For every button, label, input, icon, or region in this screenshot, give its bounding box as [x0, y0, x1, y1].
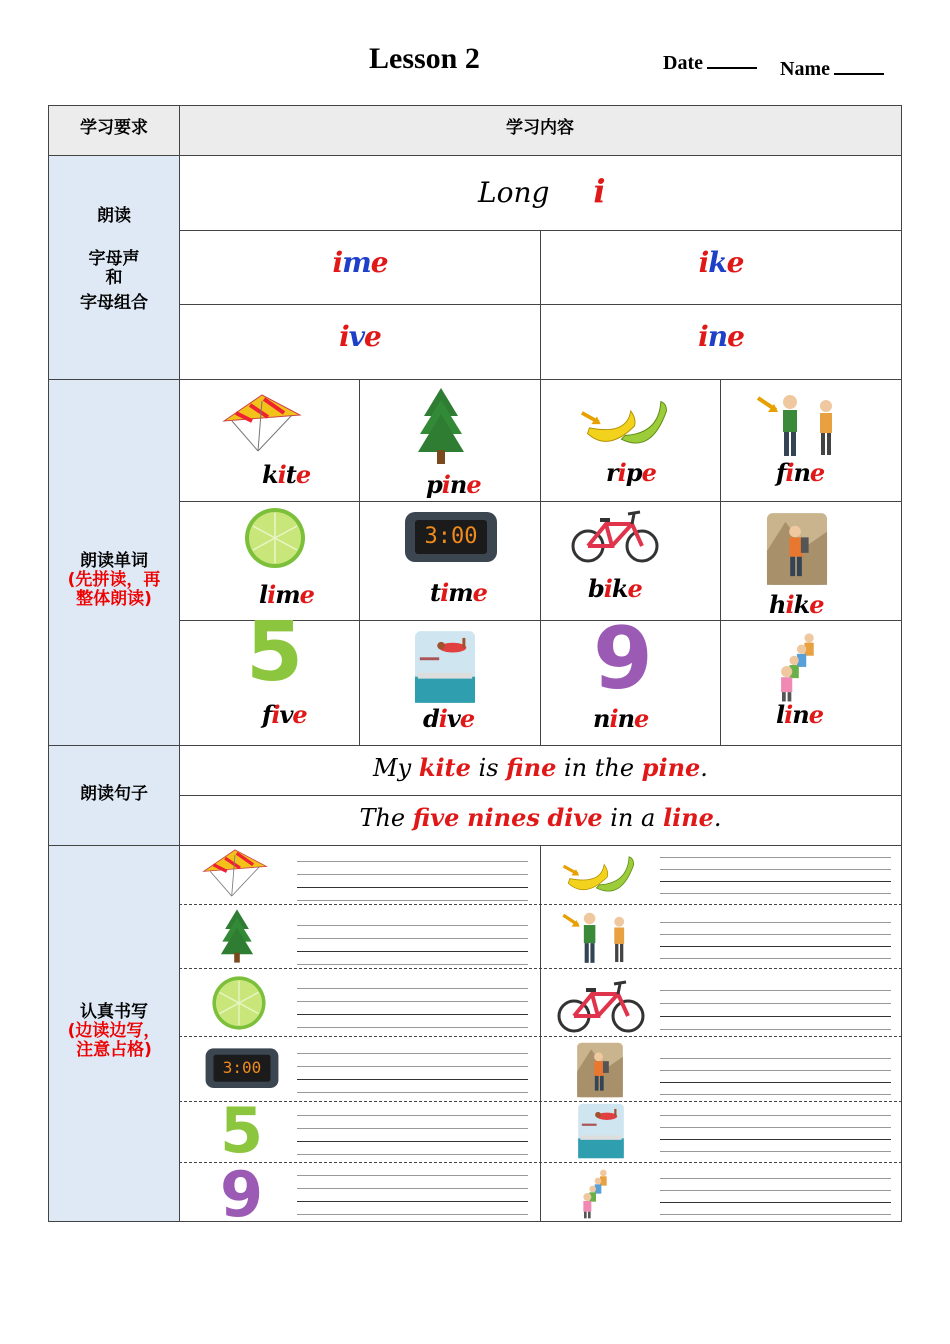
guide-line: [297, 1201, 528, 1202]
guide-line: [660, 1190, 891, 1191]
col-divider: [540, 845, 541, 1222]
word-part: i: [441, 470, 450, 499]
guide-line: [660, 1029, 891, 1030]
guide-line: [660, 1214, 891, 1215]
bike-icon: [570, 508, 660, 564]
guide-line: [297, 938, 528, 939]
word-part: l: [259, 580, 268, 609]
word-part: i: [784, 700, 793, 729]
word-part: i: [438, 704, 447, 733]
label-line: 朗读: [97, 206, 131, 226]
pattern-part: i: [698, 320, 708, 353]
word-part: l: [776, 700, 785, 729]
line-of-kids-icon: [768, 628, 824, 704]
word-part: p: [625, 458, 642, 487]
dashed-divider: [179, 904, 902, 905]
word-part: t: [430, 578, 441, 607]
label-line: 字母声: [88, 249, 140, 269]
word-part: i: [603, 574, 612, 603]
guide-line: [660, 1058, 891, 1059]
word-part: e: [641, 458, 656, 487]
pine-tree-icon: [218, 908, 256, 964]
pattern-part: n: [707, 320, 728, 353]
guide-line: [297, 900, 528, 901]
pattern-part: e: [726, 246, 744, 279]
guide-line: [297, 1027, 528, 1028]
dashed-divider: [179, 1036, 902, 1037]
guide-line: [660, 1115, 891, 1116]
row-divider: [48, 155, 902, 156]
guide-line: [297, 1188, 528, 1189]
label-line: (边读边写，: [67, 1021, 161, 1041]
content-header: 学习内容: [506, 118, 574, 138]
name-field[interactable]: [780, 58, 884, 81]
label-line: 朗读单词: [80, 551, 148, 571]
date-label: Date: [663, 52, 703, 74]
word-five: [262, 700, 307, 729]
label-line: 认真书写: [80, 1002, 148, 1022]
word-part: v: [446, 704, 460, 733]
word-part: i: [271, 700, 280, 729]
label-line: 和: [105, 268, 123, 288]
word-part: e: [459, 704, 475, 733]
kite-icon: [202, 848, 268, 898]
word-nine: [593, 704, 648, 733]
diver-icon: [576, 1103, 626, 1159]
word-part: k: [793, 590, 810, 619]
word-line: [776, 700, 823, 729]
sentence-2: [180, 803, 901, 832]
col-divider: [359, 379, 360, 745]
boys-icon: [754, 392, 844, 462]
word-part: r: [606, 458, 618, 487]
bananas-icon: [562, 852, 640, 902]
pattern-part: e: [727, 320, 744, 353]
guide-line: [660, 946, 891, 947]
word-kite: [262, 460, 310, 489]
spacer: [49, 226, 179, 250]
word-part: k: [611, 574, 628, 603]
word-part: k: [262, 460, 278, 489]
sentence-part: The: [359, 804, 413, 832]
guide-line: [297, 1128, 528, 1129]
guide-line: [297, 887, 528, 888]
guide-line: [660, 869, 891, 870]
guide-line: [660, 1202, 891, 1203]
pattern-part: i: [332, 246, 343, 279]
word-part: i: [267, 580, 276, 609]
sentence-part: in the: [556, 754, 642, 782]
word-part: i: [617, 458, 626, 487]
long-text: Long: [478, 176, 550, 209]
guide-line: [660, 1082, 891, 1083]
word-part: n: [793, 458, 810, 487]
word-time: [430, 578, 487, 607]
guide-line: [297, 1014, 528, 1015]
sentence-part: .: [713, 804, 722, 832]
guide-line: [660, 1003, 891, 1004]
sentence-keyword: five: [412, 803, 460, 832]
word-pine: [426, 470, 481, 499]
word-hike: [769, 590, 824, 619]
word-part: i: [785, 590, 794, 619]
label-line: 注意占格): [76, 1040, 152, 1060]
hiker-icon: [576, 1042, 624, 1098]
number-nine-icon: 9: [593, 609, 653, 709]
col-divider: [720, 379, 721, 745]
lime-icon: [240, 506, 310, 570]
guide-line: [297, 1175, 528, 1176]
word-part: n: [617, 704, 635, 733]
guide-line: [660, 857, 891, 858]
guide-line: [297, 988, 528, 989]
sentence-part: [459, 804, 467, 832]
word-lime: [259, 580, 314, 609]
clock-display: 3:00: [222, 1058, 262, 1077]
word-fine: [776, 458, 824, 487]
label-line: 字母组合: [80, 293, 148, 313]
number-nine-icon: 9: [220, 1164, 264, 1221]
guide-line: [660, 1016, 891, 1017]
clock-icon: [403, 510, 499, 566]
word-part: e: [472, 578, 487, 607]
number-five-icon: 5: [220, 1094, 264, 1167]
word-part: v: [279, 700, 293, 729]
word-part: e: [634, 704, 649, 733]
pattern-part: i: [339, 320, 349, 353]
word-part: t: [285, 460, 296, 489]
pine-tree-icon: [416, 386, 466, 466]
sentence-keyword: dive: [547, 803, 603, 832]
word-part: i: [277, 460, 286, 489]
label-line: 整体朗读): [76, 589, 152, 609]
word-part: h: [769, 590, 786, 619]
pattern-ime: [180, 246, 540, 279]
pattern-part: e: [370, 246, 388, 279]
guide-line: [297, 1001, 528, 1002]
word-part: e: [295, 460, 311, 489]
sentence-part: is: [470, 754, 507, 782]
long-vowel-title: [478, 172, 606, 210]
word-part: m: [275, 580, 300, 609]
line-of-kids-icon: [574, 1166, 614, 1220]
bike-icon: [556, 978, 646, 1034]
guide-line: [660, 1178, 891, 1179]
row-divider: [48, 845, 902, 846]
guide-line: [660, 881, 891, 882]
word-ripe: [606, 458, 656, 487]
label-writing: [49, 1003, 179, 1060]
guide-line: [297, 964, 528, 965]
dashed-divider: [179, 968, 902, 969]
label-read-words: [49, 552, 179, 609]
pattern-part: e: [364, 320, 381, 353]
word-part: i: [785, 458, 794, 487]
word-part: e: [808, 700, 823, 729]
sentence-keyword: pine: [641, 753, 701, 782]
sentence-keyword: nines: [467, 803, 540, 832]
guide-line: [297, 951, 528, 952]
requirement-header: 学习要求: [80, 118, 148, 138]
word-part: f: [776, 458, 786, 487]
pattern-part: k: [708, 246, 727, 279]
col-divider: [540, 379, 541, 745]
guide-line: [297, 925, 528, 926]
pattern-part: v: [348, 320, 365, 353]
kite-icon: [222, 393, 302, 453]
guide-line: [660, 958, 891, 959]
number-five-icon: 5: [246, 605, 304, 700]
guide-line: [297, 1141, 528, 1142]
sentence-keyword: line: [662, 803, 714, 832]
label-read-sentences: 朗读句子: [80, 784, 148, 804]
row-divider: [48, 745, 902, 746]
word-part: f: [262, 700, 272, 729]
guide-line: [660, 922, 891, 923]
guide-line: [297, 1053, 528, 1054]
pattern-part: i: [698, 246, 709, 279]
word-bike: [588, 574, 642, 603]
word-part: n: [593, 704, 610, 733]
guide-line: [297, 1115, 528, 1116]
word-part: n: [792, 700, 809, 729]
vowel-letter: i: [593, 172, 606, 210]
word-part: i: [440, 578, 449, 607]
guide-line: [297, 1092, 528, 1093]
guide-line: [660, 893, 891, 894]
sentence-part: [540, 804, 548, 832]
word-part: i: [609, 704, 618, 733]
word-part: e: [299, 580, 314, 609]
guide-line: [297, 1066, 528, 1067]
word-part: n: [449, 470, 467, 499]
guide-line: [660, 1151, 891, 1152]
clock-icon: [204, 1046, 280, 1092]
boys-icon: [560, 910, 634, 968]
label-line: (先拼读，再: [67, 570, 161, 590]
label-read: [49, 207, 179, 313]
word-part: b: [588, 574, 604, 603]
hiker-icon: [766, 512, 828, 586]
guide-line: [297, 1214, 528, 1215]
lesson-title: Lesson 2: [369, 42, 480, 75]
guide-line: [660, 990, 891, 991]
word-part: e: [809, 458, 825, 487]
sentence-part: My: [373, 754, 419, 782]
pattern-ive: [180, 320, 540, 353]
guide-line: [660, 1070, 891, 1071]
dashed-divider: [179, 1101, 902, 1102]
guide-line: [297, 1079, 528, 1080]
row-divider: [179, 795, 902, 796]
clock-display: 3:00: [424, 524, 478, 549]
diver-icon: [414, 630, 476, 704]
pattern-ike: [541, 246, 901, 279]
sentence-part: in a: [602, 804, 663, 832]
word-part: d: [423, 704, 439, 733]
bananas-icon: [580, 397, 674, 455]
dashed-divider: [179, 1162, 902, 1163]
sentence-keyword: fine: [506, 753, 557, 782]
word-part: e: [466, 470, 481, 499]
guide-line: [297, 874, 528, 875]
guide-line: [660, 934, 891, 935]
pattern-ine: [541, 320, 901, 353]
name-label: Name: [780, 58, 830, 80]
date-field[interactable]: [663, 52, 757, 75]
guide-line: [660, 1127, 891, 1128]
guide-line: [297, 1154, 528, 1155]
word-dive: [423, 704, 474, 733]
word-part: e: [627, 574, 642, 603]
pattern-part: m: [342, 246, 371, 279]
word-part: p: [426, 470, 442, 499]
lime-icon: [208, 974, 270, 1032]
guide-line: [660, 1094, 891, 1095]
sentence-part: .: [700, 754, 708, 782]
date-blank[interactable]: [707, 67, 757, 69]
word-part: e: [292, 700, 307, 729]
guide-line: [660, 1139, 891, 1140]
word-part: m: [448, 578, 473, 607]
name-blank[interactable]: [834, 73, 884, 75]
word-part: e: [809, 590, 824, 619]
guide-line: [297, 861, 528, 862]
sentence-1: [180, 753, 901, 782]
sentence-keyword: kite: [418, 753, 471, 782]
row-divider: [48, 379, 902, 380]
